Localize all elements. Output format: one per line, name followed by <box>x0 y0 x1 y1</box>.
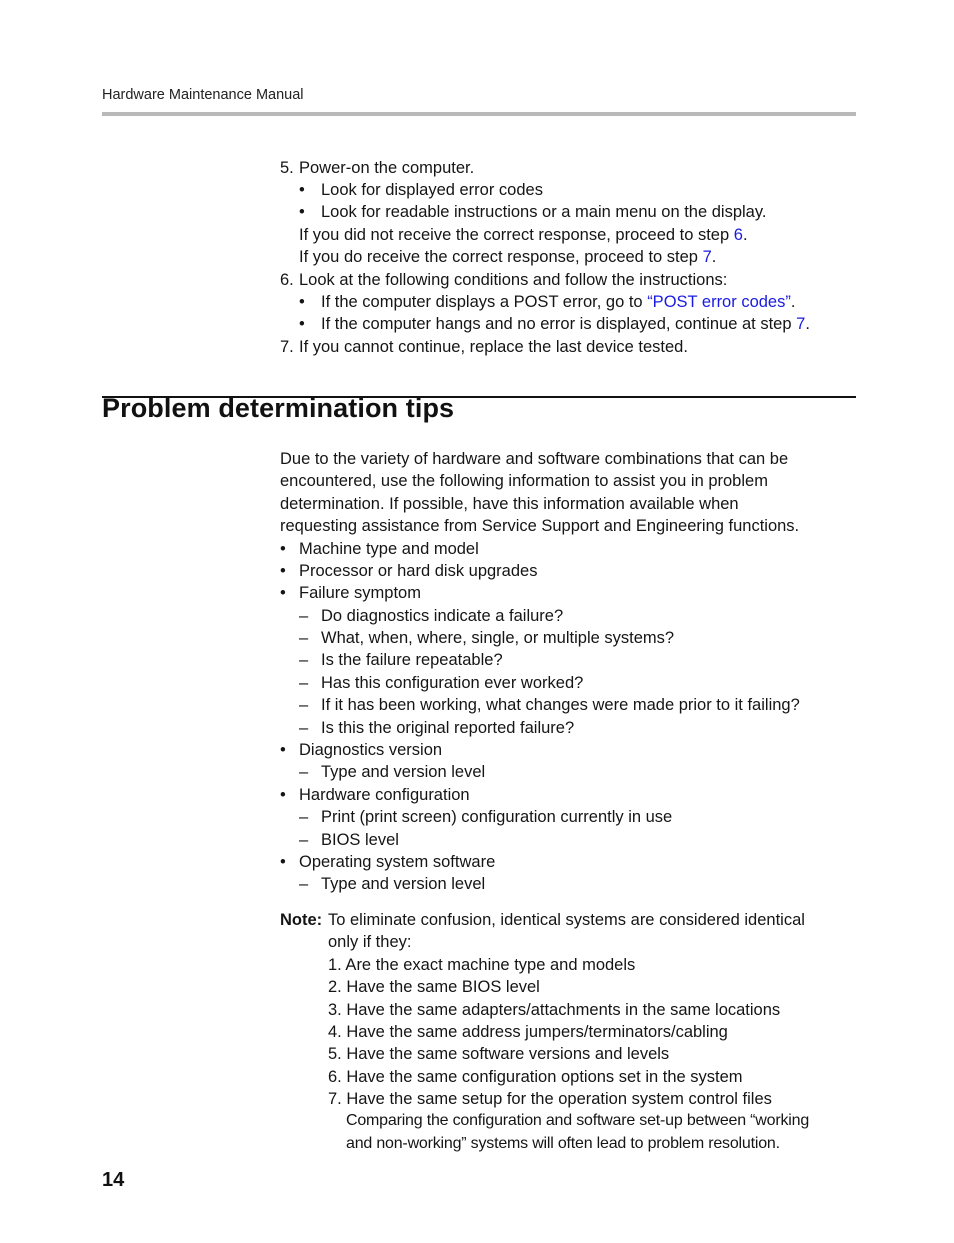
step-7 <box>280 336 688 358</box>
note-list-item: 3. Have the same adapters/attachments in the same locations <box>328 1001 781 1019</box>
link-step-7[interactable]: 7 <box>702 248 712 266</box>
note-list-item: 7. Have the same setup for the operation system control files <box>328 1090 772 1108</box>
dash-marker: – <box>299 651 309 669</box>
sub-list-item <box>299 829 399 851</box>
step-7-text: If you cannot continue, replace the last device tested. <box>299 338 688 356</box>
period: . <box>711 248 717 266</box>
sub-list-item-text: Has this configuration ever worked? <box>321 674 584 692</box>
step-5-number: 5. <box>280 159 294 177</box>
step-5-line-2-text: If you do receive the correct response, proceed to step <box>299 248 703 266</box>
dash-marker: – <box>299 831 309 849</box>
list-item <box>280 538 479 560</box>
sub-list-item <box>299 806 672 828</box>
page-number: 14 <box>102 1169 125 1191</box>
bullet-marker: • <box>299 293 305 311</box>
bullet-marker: • <box>299 203 305 221</box>
step-6-bullet-1-text: If the computer displays a POST error, go to <box>321 293 648 311</box>
bullet-marker: • <box>280 584 286 602</box>
sub-list-item <box>299 717 574 739</box>
link-step-7[interactable]: 7 <box>796 315 806 333</box>
sub-list-item <box>299 873 485 895</box>
period: . <box>790 293 796 311</box>
list-item-text: Failure symptom <box>299 584 421 602</box>
step-5-text: Power-on the computer. <box>299 159 475 177</box>
bullet-marker: • <box>280 562 286 580</box>
sub-list-item-text: Type and version level <box>321 875 486 893</box>
dash-marker: – <box>299 696 309 714</box>
link-post-error-codes[interactable]: “POST error codes” <box>647 293 791 311</box>
running-header-title: Hardware Maintenance Manual <box>102 87 304 103</box>
header-rule <box>102 112 856 116</box>
list-item <box>280 851 495 873</box>
note-list-item: 1. Are the exact machine type and models <box>328 956 636 974</box>
sub-list-item-text: Is the failure repeatable? <box>321 651 503 669</box>
bullet-marker: • <box>280 741 286 759</box>
dash-marker: – <box>299 763 309 781</box>
dash-marker: – <box>299 674 309 692</box>
note-list-item: 2. Have the same BIOS level <box>328 978 540 996</box>
intro-line: encountered, use the following information to assist you in problem <box>280 472 768 490</box>
note-intro-line: only if they: <box>328 933 412 951</box>
list-item-text: Diagnostics version <box>299 741 443 759</box>
step-5-bullet-2-text: Look for readable instructions or a main menu on the display. <box>321 203 767 221</box>
sub-list-item <box>299 627 674 649</box>
bullet-marker: • <box>280 786 286 804</box>
bullet-marker: • <box>299 315 305 333</box>
note-closing-line: and non-working” systems will often lead to problem resolution. <box>346 1135 780 1152</box>
bullet-marker: • <box>280 853 286 871</box>
list-item <box>280 739 442 761</box>
list-item-text: Processor or hard disk upgrades <box>299 562 538 580</box>
sub-list-item-text: BIOS level <box>321 831 399 849</box>
sub-list-item <box>299 694 800 716</box>
sub-list-item <box>299 605 563 627</box>
sub-list-item-text: Type and version level <box>321 763 486 781</box>
step-5-bullet-1-text: Look for displayed error codes <box>321 181 543 199</box>
list-item <box>280 582 421 604</box>
section-title: Problem determination tips <box>102 393 455 423</box>
step-5-bullet-2 <box>299 201 766 223</box>
sub-list-item <box>299 649 503 671</box>
dash-marker: – <box>299 607 309 625</box>
sub-list-item-text: If it has been working, what changes were made prior to it failing? <box>321 696 800 714</box>
step-6-text: Look at the following conditions and follow the instructions: <box>299 271 728 289</box>
list-item-text: Machine type and model <box>299 540 479 558</box>
link-step-6[interactable]: 6 <box>733 226 743 244</box>
sub-list-item <box>299 761 485 783</box>
list-item <box>280 560 537 582</box>
sub-list-item-text: Print (print screen) configuration currently in use <box>321 808 673 826</box>
period: . <box>805 315 810 333</box>
dash-marker: – <box>299 875 309 893</box>
step-6-bullet-2 <box>299 313 810 335</box>
list-item-text: Operating system software <box>299 853 496 871</box>
sub-list-item-text: What, when, where, single, or multiple systems? <box>321 629 675 647</box>
step-5-bullet-1 <box>299 179 543 201</box>
sub-list-item-text: Is this the original reported failure? <box>321 719 575 737</box>
dash-marker: – <box>299 719 309 737</box>
dash-marker: – <box>299 629 309 647</box>
sub-list-item <box>299 672 583 694</box>
note-closing-line: Comparing the configuration and software set-up between “working <box>346 1112 810 1129</box>
step-5 <box>280 157 474 179</box>
list-item-text: Hardware configuration <box>299 786 470 804</box>
intro-line: requesting assistance from Service Support and Engineering functions. <box>280 517 800 535</box>
note-list-item: 5. Have the same software versions and levels <box>328 1045 670 1063</box>
bullet-marker: • <box>280 540 286 558</box>
note-label: Note: <box>280 911 323 929</box>
step-6-number: 6. <box>280 271 294 289</box>
period: . <box>742 226 748 244</box>
note-intro-line: To eliminate confusion, identical systems are considered identical <box>328 911 805 929</box>
dash-marker: – <box>299 808 309 826</box>
step-6-bullet-1 <box>299 291 795 313</box>
note-list-item: 4. Have the same address jumpers/terminators/cabling <box>328 1023 728 1041</box>
sub-list-item-text: Do diagnostics indicate a failure? <box>321 607 564 625</box>
list-item <box>280 784 470 806</box>
step-5-response-line <box>299 246 716 268</box>
step-5-line-1-text: If you did not receive the correct response, proceed to step <box>299 226 734 244</box>
note-list-item: 6. Have the same configuration options set in the system <box>328 1068 743 1086</box>
step-5-no-response-line <box>299 224 748 246</box>
intro-line: determination. If possible, have this information available when <box>280 495 739 513</box>
step-6-bullet-2-text: If the computer hangs and no error is displayed, continue at step <box>321 315 797 333</box>
step-6 <box>280 269 727 291</box>
bullet-marker: • <box>299 181 305 199</box>
intro-line: Due to the variety of hardware and software combinations that can be <box>280 450 789 468</box>
step-7-number: 7. <box>280 338 294 356</box>
